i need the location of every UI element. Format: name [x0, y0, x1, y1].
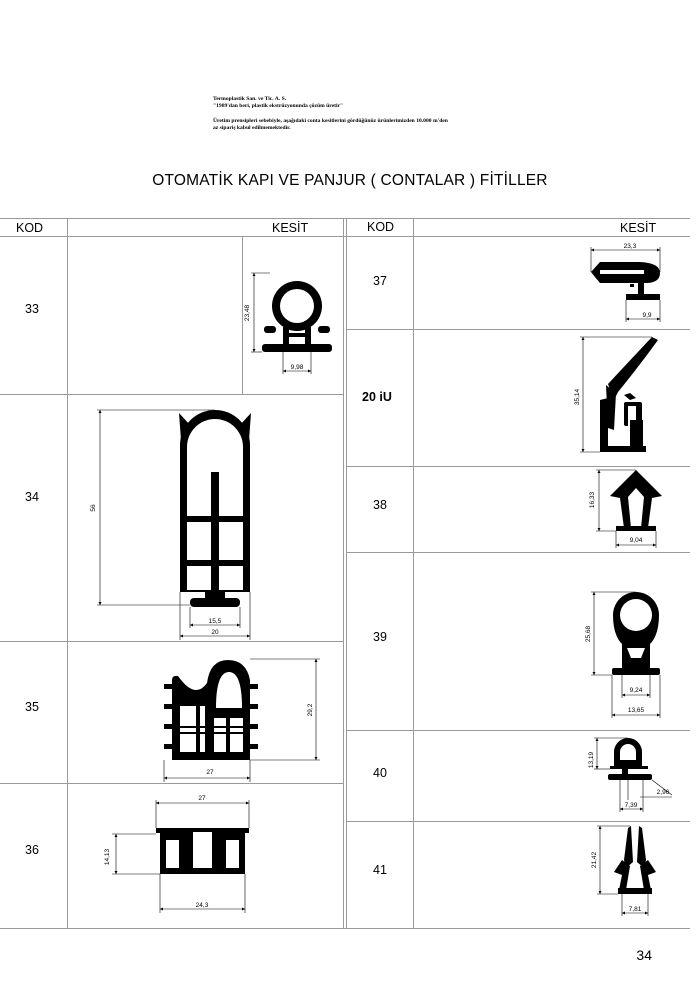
dim-39-width: 13,65: [627, 707, 645, 714]
header-code-left: KOD: [16, 221, 44, 235]
profile-39-drawing: [585, 592, 660, 718]
code-38: 38: [373, 498, 387, 512]
code-35: 35: [25, 700, 39, 714]
code-34: 34: [25, 490, 39, 504]
dim-40-lip: 2,96: [656, 789, 670, 796]
profile-20iu-drawing: [574, 337, 658, 452]
code-20iu: 20 iU: [362, 390, 392, 404]
profile-36-drawing: [104, 795, 249, 913]
profile-33-drawing: [244, 273, 332, 374]
dim-40-height: 13,19: [588, 751, 595, 769]
dim-38-width: 9,04: [629, 537, 643, 544]
dim-37-base: 9,9: [642, 312, 652, 319]
order-notice-line-2: az sipariş kabul edilmemektedir.: [213, 125, 291, 132]
profile-40-drawing: [588, 738, 672, 812]
dim-35-height: 29,2: [307, 703, 314, 717]
header-section-right: KESİT: [620, 221, 657, 235]
profile-37-drawing: [591, 243, 660, 322]
dim-33-width: 9,98: [290, 364, 304, 371]
header-code-right: KOD: [367, 220, 395, 234]
dim-35-width: 27: [206, 769, 214, 776]
code-39: 39: [373, 630, 387, 644]
dim-41-width: 7,81: [628, 906, 642, 913]
dim-36-height: 14,13: [104, 848, 111, 866]
profile-38-drawing: [589, 470, 662, 548]
dim-20iu-height: 35,14: [574, 388, 581, 406]
dim-38-height: 16,33: [589, 491, 596, 509]
company-slogan: "1989'dan beri, plastik ekstrüzyonunda çözüm üretir": [213, 103, 344, 110]
company-name: Termoplastik San. ve Tic. A. S.: [213, 96, 287, 102]
code-41: 41: [373, 863, 387, 877]
dim-34-foot: 15,5: [208, 618, 222, 625]
profile-41-drawing: [591, 826, 656, 916]
profile-35-drawing: [164, 659, 320, 782]
code-40: 40: [373, 766, 387, 780]
code-33: 33: [25, 302, 39, 316]
dim-36-width: 24,3: [195, 902, 209, 909]
dim-34-width: 20: [211, 629, 219, 636]
dim-39-inner: 9,24: [629, 687, 643, 694]
code-36: 36: [25, 843, 39, 857]
profile-34-drawing: [90, 410, 251, 640]
page-number: 34: [636, 947, 652, 963]
dim-40-width: 7,39: [624, 802, 638, 809]
dim-41-height: 21,42: [591, 851, 598, 869]
dim-36-top: 27: [198, 795, 206, 802]
code-37: 37: [373, 274, 387, 288]
dim-39-height: 25,68: [585, 625, 592, 643]
dim-37-width: 23,3: [623, 243, 637, 250]
dim-34-height: 56: [90, 504, 97, 512]
page-title: OTOMATİK KAPI VE PANJUR ( CONTALAR ) FİTİLLER: [152, 172, 548, 189]
header-section-left: KESİT: [272, 221, 309, 235]
order-notice-line-1: Üretim prensipleri sebebiyle, aşağıdaki conta kesitlerini gördüğünüz ürünlerimizden 10.000 m'den: [213, 117, 448, 124]
dim-33-height: 23,48: [244, 304, 251, 322]
